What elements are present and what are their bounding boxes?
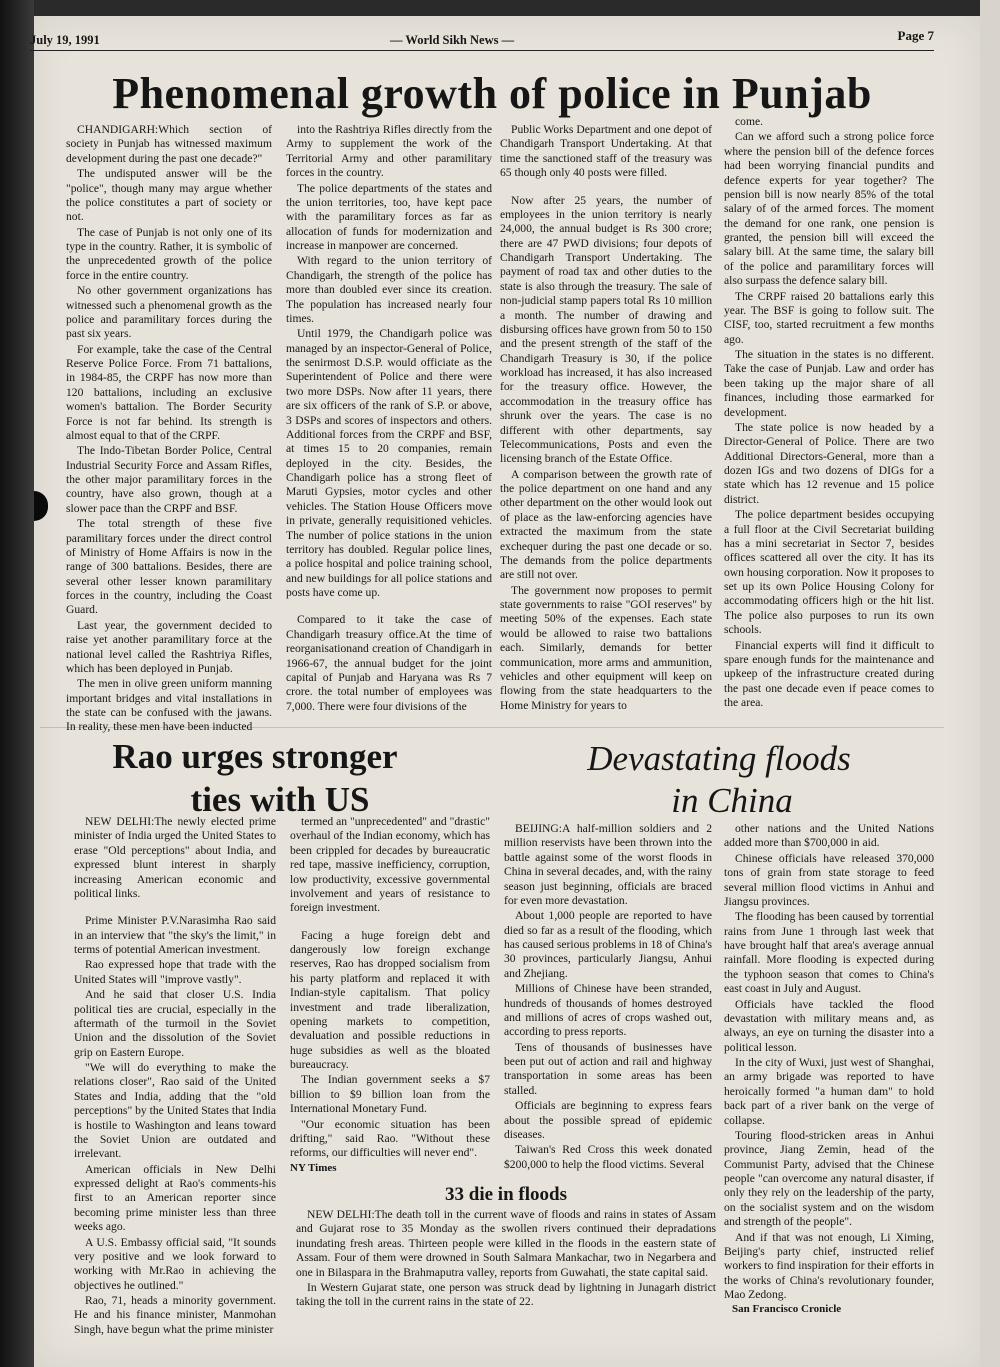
paragraph: "We will do everything to make the relations closer", Rao said of the United States and India, adding that the "old perceptions" by the United States that India is hostile to Washington and leans toward the Soviet Union are outdated and irrelevant.	[74, 1061, 276, 1161]
paragraph: Public Works Department and one depot of Chandigarh Transport Undertaking. At that time the sanctioned staff of the treasury was 65 though only 40 posts were filled.	[500, 123, 712, 180]
paragraph: BEIJING:A half-million soldiers and 2 million reservists have been thrown into the battle against some of the worst floods in China in several decades, and, with the rainy season just beginning, officials are braced for even more devastation.	[504, 822, 712, 907]
page-header	[30, 30, 934, 51]
paragraph: The men in olive green uniform manning important bridges and vital installations in the state can be confused with the jawans. In reality, these men have been inducted	[66, 677, 272, 734]
paragraph: Officials are beginning to express fears about the possible spread of epidemic diseases.	[504, 1099, 712, 1141]
paragraph: The state police is now headed by a Director-General of Police. There are two Additional Directors-General, more than a dozen IGs and two dozens of DIGs for a state which has 12 revenue and 15 police district.	[724, 420, 934, 506]
paragraph: For example, take the case of the Central Reserve Police Force. From 71 battalions, in 1984-85, the CRPF has now more than 120 battalions, including an exclusive women's battalion. The Border Security Force is not far behind. Its strength is almost equal to that of the CRPF.	[66, 342, 272, 442]
page-edge-shadow	[0, 0, 34, 1367]
rao-headline	[40, 736, 470, 821]
floods-india-headline: 33 die in floods	[445, 1184, 567, 1205]
rao-headline-line-1: Rao urges stronger	[112, 737, 398, 776]
police-column-3	[500, 123, 712, 723]
paragraph: Prime Minister P.V.Narasimha Rao said in an interview that "the sky's the limit," in terms of potential American investment.	[74, 914, 276, 956]
paragraph: The case of Punjab is not only one of its type in the country. Rather, it is symbolic of the unprecedented growth of the police force in the entire country.	[66, 225, 272, 282]
issue-date: July 19, 1991	[30, 33, 100, 47]
china-column-2	[724, 822, 934, 1362]
police-column-1	[66, 123, 272, 734]
china-credit: San Francisco Cronicle	[732, 1303, 842, 1316]
paragraph: Until 1979, the Chandigarh police was managed by an inspector-General of Police, the senirmost D.S.P. would officiate as the Superintendent of Police and there were two more DSPs. Now after 11 years, there are six officers of the rank of S.P. or above, 3 DSPs and scores of inspectors and others. Additional forces from the CRPF and BSF, at times 15 to 20 companies, remain deployed in the city. Besides, the Chandigarh police has a strong fleet of Maruti Gypsies, motor cycles and other vehicles. The Station House Officers move in private, generally requisitioned vehicles. The number of police stations in the union territory has doubled. Regular police lines, a police hospital and police training school, and new buildings for all police stations and posts have come up.	[286, 327, 492, 599]
paragraph: Compared to it take the case of Chandigarh treasury office.At the time of reorganisationand creation of Chandigarh in 1966-67, the annual budget for the joint capital of Punjab and Haryana was Rs 7 crore. the total number of employees was 7,000. There were four divisions of the	[286, 613, 492, 713]
paragraph: termed an "unprecedented" and "drastic" overhaul of the Indian economy, which has been crippled for decades by bureaucratic red tape, massive inefficiency, corruption, low productivity, excessive governmental involvement and years of resistance to foreign investment.	[290, 815, 490, 915]
paragraph: Chinese officials have released 370,000 tons of grain from state storage to feed several million flood victims in Anhui and Jiangsu provinces.	[724, 851, 934, 908]
paragraph: The situation in the states is no different. Take the case of Punjab. Law and order has been taking up the major share of all finances, including those earmarked for development.	[724, 348, 934, 419]
paragraph: Rao, 71, heads a minority government. He and his finance minister, Manmohan Singh, have begun what the prime minister	[74, 1294, 276, 1336]
paragraph: Facing a huge foreign debt and dangerously low foreign exchange reserves, Rao has dropped socialism from his party platform and replaced it with Indian-style capitalism. That policy investment and trade liberalization, opening markets to competition, devaluation and possible reductions in huge subsidies as well as the bloated bureaucracy.	[290, 928, 490, 1071]
china-headline-line-2: in China	[671, 781, 793, 820]
paragraph: A U.S. Embassy official said, "It sounds very positive and we look forward to working with Mr.Rao in achieving the objectives he outlined."	[74, 1235, 276, 1292]
police-headline: Phenomenal growth of police in Punjab	[112, 69, 872, 118]
paragraph: "Our economic situation has been drifting," said Rao. "Without these reforms, our difficulties will never end".	[290, 1117, 490, 1160]
paper-name: — World Sikh News —	[390, 33, 515, 47]
paragraph: NEW DELHI:The death toll in the current wave of floods and rains in states of Assam and Gujarat rose to 35 Monday as the swollen rivers continued their depradations inundating fresh areas. Thirteen people were killed in the floods in the eastern state of Assam. Four of them were drowned in South Salmara Mankachar, two in Negarbera and one in Bilaspara in the Brahmaputra valley, reports from Guwahati, the state capital said.	[296, 1208, 716, 1279]
rao-headline-line-2: ties with US	[190, 779, 370, 819]
paragraph: In Western Gujarat state, one person was struck dead by lightning in Junagarh district taking the toll in the current rains in the state of 22.	[296, 1280, 716, 1309]
paragraph: into the Rashtriya Rifles directly from the Army to supplement the work of the Territorial Army and other paramilitary forces in the country.	[286, 123, 492, 180]
china-headline-line-1: Devastating floods	[587, 739, 851, 778]
paragraph: The undisputed answer will be the "police", though many may argue whether the police constitutes a part of society or not.	[66, 167, 272, 224]
paragraph: Financial experts will find it difficult to spare enough funds for the maintenance and upkeep of the infrastructure created during the past one decade even if peace comes to the area.	[724, 638, 934, 709]
paragraph: Can we afford such a strong police force where the pension bill of the defence forces had been worrying financial pundits and defence experts for year together? The pension bill is now nearly 85% of the total salary of of the armed forces. The moment the demand for one rank, one pension is granted, the pension bill will exceed the salary bill. At the same time, the salary bill of the police and paramilitary forces will also surpass the defence salary bill.	[724, 130, 934, 288]
paragraph: The government now proposes to permit state governments to raise "GOI reserves" by meeting 50% of the expenses. Each state would be allowed to raise two battalions each. Similarly, demands for better communication, more arms and ammunition, vehicles and other equipment will keep on flowing from the state headquarters to the Home Ministry for years to	[500, 583, 712, 712]
paragraph: Rao expressed hope that trade with the United States will "improve vastly".	[74, 958, 276, 986]
police-column-4	[724, 115, 934, 723]
paragraph: The flooding has been caused by torrential rains from June 1 through last week that have brought half that area's average annual rainfall. More flooding is expected during the typhoon season that comes to China's east coast in July and August.	[724, 910, 934, 996]
paragraph: No other government organizations has witnessed such a phenomenal growth as the police and paramilitary forces during the past six years.	[66, 284, 272, 341]
paragraph: The total strength of these five paramilitary forces under the direct control of Ministry of Home Affairs is now in the range of 300 battalions. Besides, there are several other lesser known paramilitary forces in the country, including the Coast Guard.	[66, 517, 272, 617]
paragraph: About 1,000 people are reported to have died so far as a result of the flooding, which has caused serious problems in 18 of China's 30 provinces, particularly Jiangsu, Anhui and Zhejiang.	[504, 909, 712, 980]
paragraph: Taiwan's Red Cross this week donated $200,000 to help the flood victims. Several	[504, 1143, 712, 1171]
paragraph: other nations and the United Nations added more than $700,000 in aid.	[724, 822, 934, 850]
paragraph: A comparison between the growth rate of the police department on one hand and any other department on the other would look out of place as the law-enforcing agencies have extracted the maximum from the state exchequer during the past one decade or so. The demands from the police departments are still not over.	[500, 467, 712, 582]
paragraph: And if that was not enough, Li Ximing, Beijing's party chief, instructed relief workers to find inspiration for their efforts in the works of China's revolutionary founder, Mao Zedong.	[724, 1230, 934, 1301]
paragraph: And he said that closer U.S. India political ties are crucial, especially in the aftermath of the turmoil in the Soviet Union and the dissolution of the Soviet grip on Eastern Europe.	[74, 988, 276, 1059]
rao-credit: NY Times	[290, 1161, 337, 1174]
section-divider	[40, 727, 944, 728]
paragraph: The Indo-Tibetan Border Police, Central Industrial Security Force and Assam Rifles, the other major paramilitary forces in the country, have also grown, though at a slower pace than the CRPF and BSF.	[66, 444, 272, 515]
rao-column-2	[290, 815, 490, 1175]
paragraph: Touring flood-stricken areas in Anhui province, Jiang Zemin, head of the Communist Party, advised that the Chinese people "can overcome any natural disaster, if only they rely on the leadership of the party, on the socialist system and on the wisdom and strength of the people".	[724, 1128, 934, 1229]
paragraph: The CRPF raised 20 battalions early this year. The BSF is going to follow suit. The CISF, too, started recruitment a few months ago.	[724, 289, 934, 346]
paragraph: CHANDIGARH:Which section of society in Punjab has witnessed maximum development during the past one decade?"	[66, 123, 272, 165]
paragraph: The police department besides occupying a full floor at the Civil Secretariat building has a mini secretariat in Sector 7, besides offices scattered all over the city. It has its own housing corporation. Now it proposes to set up its own Police Housing Colony for accommodating officers high or the hit list. The police also purposes to run its own schools.	[724, 508, 934, 637]
page-number: Page 7	[897, 28, 934, 43]
rao-column-1	[74, 815, 276, 1363]
paragraph: NEW DELHI:The newly elected prime minister of India urged the United States to erase "Old perceptions" about India, and expressed blunt interest in sharply increasing American economic and political links.	[74, 815, 276, 900]
china-headline	[524, 738, 914, 822]
paragraph: The police departments of the states and the union territories, too, have kept pace with the paramilitary forces as far as allocation of funds for modernization and increase in manpower are concerned.	[286, 181, 492, 252]
paragraph: come.	[735, 115, 764, 128]
paragraph: American officials in New Delhi expressed delight at Rao's comments-his first to an American reporter since becoming prime minister less than three weeks ago.	[74, 1162, 276, 1234]
paragraph: The Indian government seeks a $7 billion to $9 billion loan from the International Monetary Fund.	[290, 1073, 490, 1116]
police-column-2	[286, 123, 492, 723]
paragraph: Now after 25 years, the number of employees in the union territory is nearly 24,000, the annual budget is Rs 300 crore; there are 47 PWD divisions; four depots of Chandigarh Transport Undertaking. The payment of road tax and other duties to the state is also through the treasury. The sale of non-judicial stamp papers total Rs 10 million a month. The number of drawing and disbursing offices have grown from 50 to 150 and the present strength of the staff of the Chandigarh Treasury is 30, if the police workload has increased, it has also increased for the treasury office. However, the accommodation in the treasury office has shrunk over the years. The case is no different with other departments, say Telecommunications, Posts and even the licensing branch of the Estate Office.	[500, 193, 712, 466]
paragraph: With regard to the union territory of Chandigarh, the strength of the police has more than doubled ever since its creation. The population has increased nearly four times.	[286, 254, 492, 325]
paragraph: Tens of thousands of businesses have been put out of action and rail and highway transportation in some areas has been stalled.	[504, 1040, 712, 1097]
paragraph: Last year, the government decided to raise yet another paramilitary force at the national level called the Rashtriya Rifles, which has been deployed in Punjab.	[66, 618, 272, 675]
paragraph: Millions of Chinese have been stranded, hundreds of thousands of homes destroyed and millions of acres of crops washed out, according to press reports.	[504, 982, 712, 1039]
china-column-1	[504, 822, 712, 1177]
next-page-edge	[980, 0, 1000, 1367]
floods-india-body	[296, 1208, 716, 1358]
paragraph: In the city of Wuxi, just west of Shanghai, an army brigade was reported to have heroically formed "a human dam" to hold back part of a river bank on the verge of collapse.	[724, 1056, 934, 1127]
paragraph: Officials have tackled the flood devastation with military means and, as always, an eye on turning the disaster into a political lesson.	[724, 997, 934, 1054]
binder-hole	[34, 491, 48, 521]
